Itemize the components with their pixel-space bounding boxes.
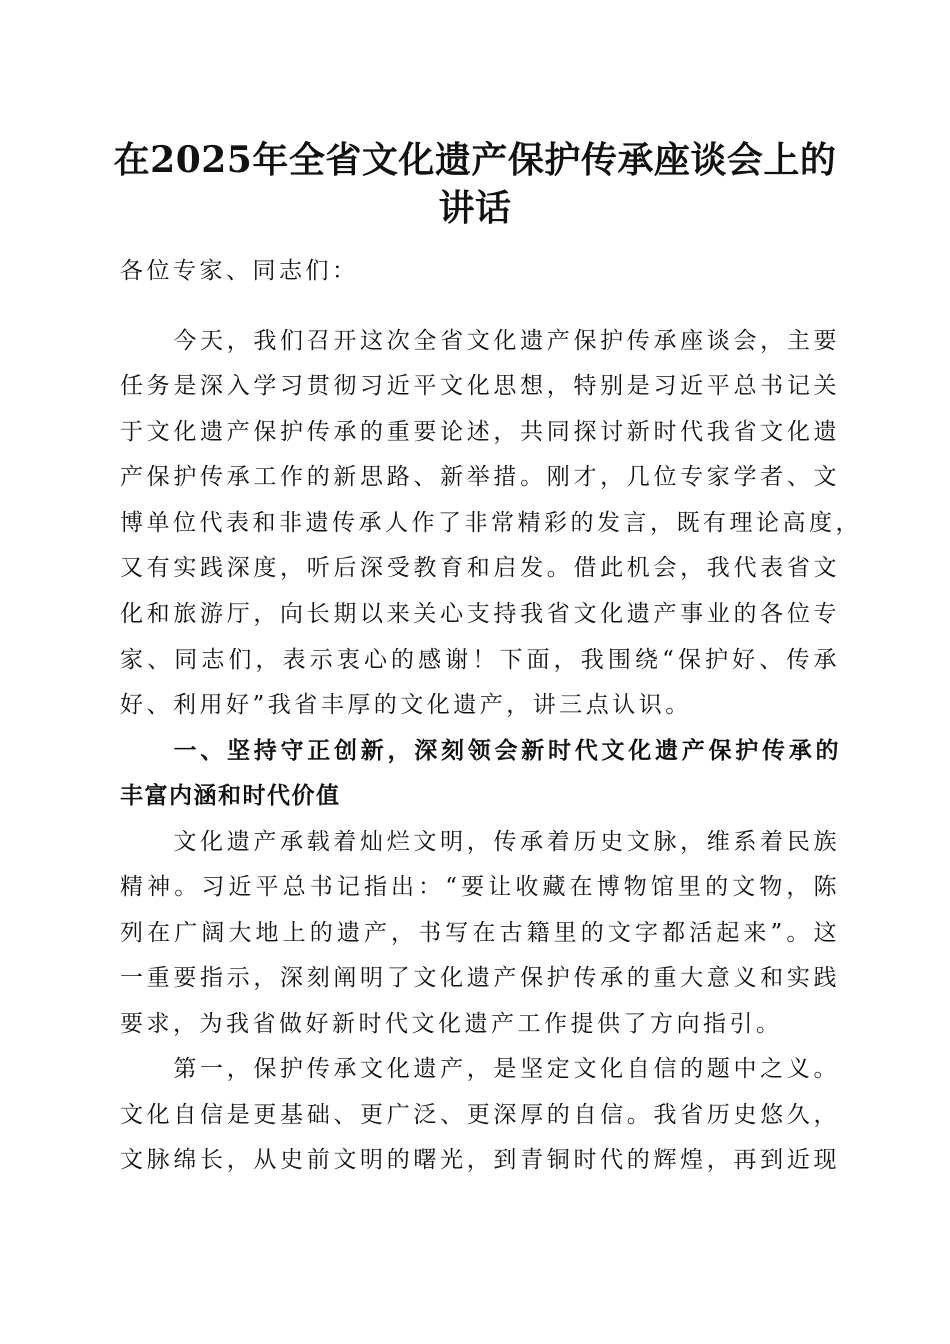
intro-line: 博单位代表和非遗传承人作了非常精彩的发言，既有理论高度，	[120, 510, 862, 536]
intro-line: 化和旅游厅，向长期以来关心支持我省文化遗产事业的各位专	[120, 601, 840, 627]
intro-line: 任务是深入学习贯彻习近平文化思想，特别是习近平总书记关	[120, 373, 840, 399]
section-1-paragraph-line: 要求，为我省做好新时代文化遗产工作提供了方向指引。	[120, 1011, 783, 1037]
point-1-line: 文脉绵长，从史前文明的曙光，到青铜时代的辉煌，再到近现	[120, 1147, 840, 1173]
intro-line: 产保护传承工作的新思路、新举措。刚才，几位专家学者、文	[120, 464, 840, 490]
section-1-paragraph-line: 文化遗产承载着灿烂文明，传承着历史文脉，维系着民族	[120, 829, 840, 855]
section-1-heading: 一、坚持守正创新，深刻领会新时代文化遗产保护传承的	[120, 738, 840, 764]
intro-line: 好、利用好”我省丰厚的文化遗产，讲三点认识。	[120, 692, 692, 718]
section-1-paragraph-line: 列在广阔大地上的遗产，书写在古籍里的文字都活起来”。这	[120, 920, 840, 946]
intro-line: 于文化遗产保护传承的重要论述，共同探讨新时代我省文化遗	[120, 419, 840, 445]
intro-line: 又有实践深度，听后深受教育和启发。借此机会，我代表省文	[120, 555, 840, 581]
title-line-2: 讲话	[438, 187, 512, 229]
section-1-paragraph-line: 精神。习近平总书记指出：“要让收藏在博物馆里的文物，陈	[120, 874, 840, 900]
salutation: 各位专家、同志们：	[120, 258, 359, 284]
section-1-heading: 丰富内涵和时代价值	[120, 783, 341, 809]
intro-line: 今天，我们召开这次全省文化遗产保护传承座谈会，主要	[120, 328, 840, 354]
intro-line: 家、同志们，表示衷心的感谢！下面，我围绕“保护好、传承	[120, 647, 840, 673]
point-1-line: 第一，保护传承文化遗产，是坚定文化自信的题中之义。	[120, 1056, 840, 1082]
title-line-1: 在2025年全省文化遗产保护传承座谈会上的	[113, 139, 837, 181]
point-1-line: 文化自信是更基础、更广泛、更深厚的自信。我省历史悠久，	[120, 1102, 840, 1128]
section-1-paragraph-line: 一重要指示，深刻阐明了文化遗产保护传承的重大意义和实践	[120, 965, 840, 991]
